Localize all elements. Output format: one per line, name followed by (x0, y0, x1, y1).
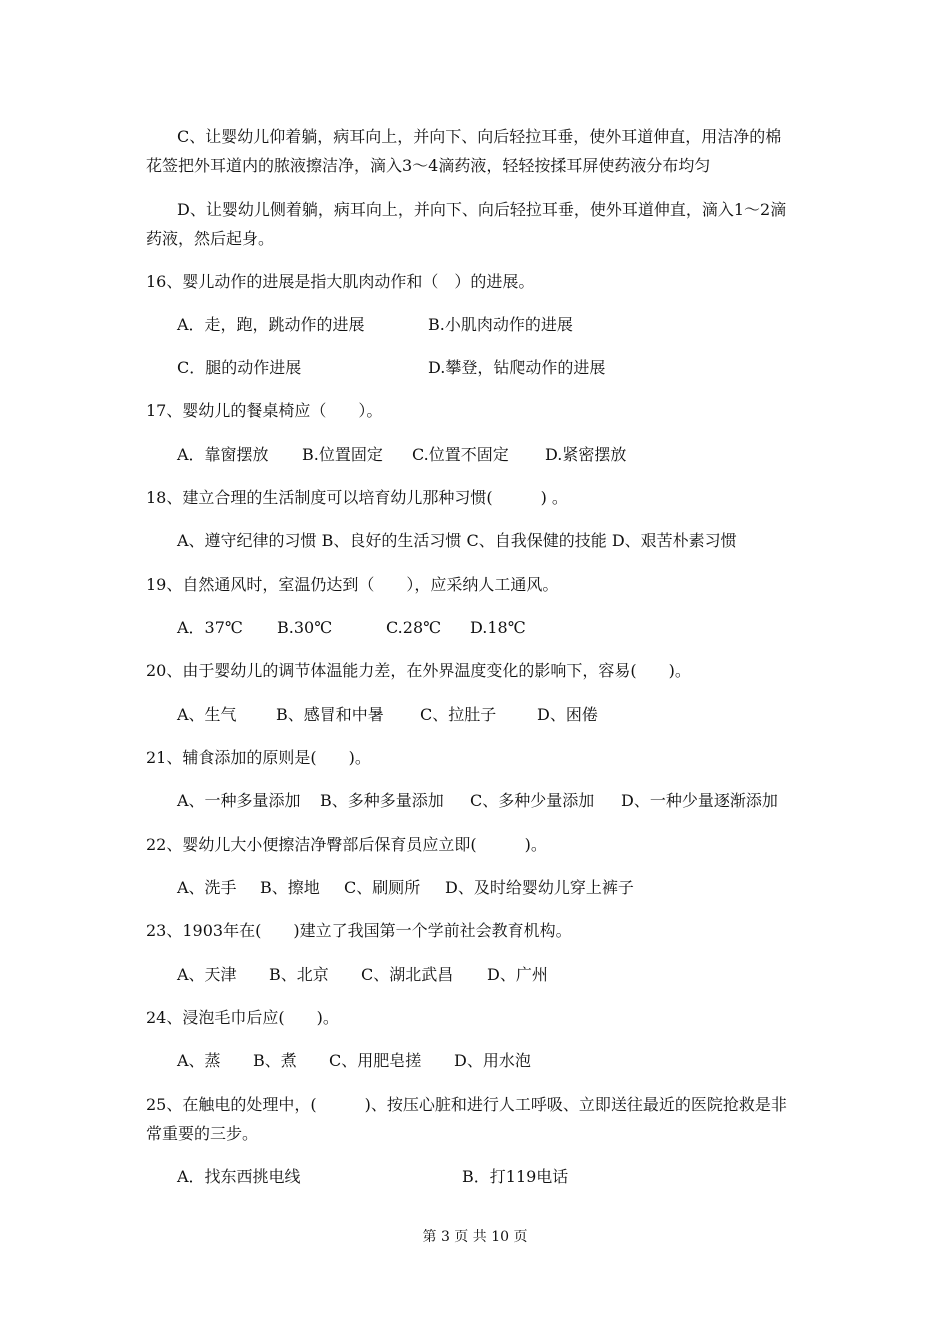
q24-option-b: B、煮 (253, 1051, 297, 1070)
q19-option-a: A．37℃ (177, 618, 243, 637)
q17-option-b: B.位置固定 (302, 445, 383, 464)
q23-option-c: C、湖北武昌 (361, 965, 454, 984)
q22-option-a: A、洗手 (177, 878, 237, 897)
q20-option-c: C、拉肚子 (420, 705, 497, 724)
q17-option-d: D.紧密摆放 (545, 445, 627, 464)
q24-stem: 24、浸泡毛巾后应( )。 (146, 1008, 339, 1027)
q24-option-c: C、用肥皂搓 (329, 1051, 422, 1070)
q21-option-c: C、多种少量添加 (470, 791, 595, 810)
q15-option-d-line2: 药液，然后起身。 (146, 229, 275, 248)
q24-option-a: A、蒸 (177, 1051, 221, 1070)
q17-stem: 17、婴幼儿的餐桌椅应（ ）。 (146, 401, 383, 420)
q18-options: A、遵守纪律的习惯 B、良好的生活习惯 C、自我保健的技能 D、艰苦朴素习惯 (177, 531, 737, 550)
q16-option-c: C．腿的动作进展 (177, 358, 302, 377)
page-number-footer: 第 3 页 共 10 页 (422, 1229, 528, 1245)
q23-option-a: A、天津 (177, 965, 237, 984)
q22-option-d: D、及时给婴幼儿穿上裤子 (445, 878, 634, 897)
q25-stem-line2: 常重要的三步。 (146, 1124, 259, 1143)
q16-option-a: A．走，跑，跳动作的进展 (177, 315, 365, 334)
q19-option-d: D.18℃ (470, 618, 526, 637)
q20-option-b: B、感冒和中暑 (276, 705, 384, 724)
q19-option-c: C.28℃ (386, 618, 442, 637)
q15-option-d-line1: D、让婴幼儿侧着躺，病耳向上，并向下、向后轻拉耳垂，使外耳道伸直，滴入1～2滴 (177, 200, 787, 219)
q16-stem: 16、婴儿动作的进展是指大肌肉动作和（ ）的进展。 (146, 272, 535, 291)
q16-option-b: B.小肌肉动作的进展 (428, 315, 573, 334)
q20-stem: 20、由于婴幼儿的调节体温能力差，在外界温度变化的影响下，容易( )。 (146, 661, 691, 680)
q24-option-d: D、用水泡 (454, 1051, 531, 1070)
q21-option-a: A、一种多量添加 (177, 791, 301, 810)
q21-option-b: B、多种多量添加 (320, 791, 444, 810)
q18-stem: 18、建立合理的生活制度可以培育幼儿那种习惯( ) 。 (146, 488, 568, 507)
q21-stem: 21、辅食添加的原则是( )。 (146, 748, 371, 767)
q22-option-c: C、刷厕所 (344, 878, 421, 897)
q16-option-d: D.攀登，钻爬动作的进展 (428, 358, 606, 377)
q17-option-a: A．靠窗摆放 (177, 445, 269, 464)
q22-stem: 22、婴幼儿大小便擦洁净臀部后保育员应立即( )。 (146, 835, 547, 854)
q20-option-d: D、困倦 (537, 705, 598, 724)
q19-stem: 19、自然通风时，室温仍达到（ ），应采纳人工通风。 (146, 575, 559, 594)
q23-option-d: D、广州 (487, 965, 548, 984)
q25-option-b: B．打119电话 (462, 1167, 569, 1186)
q19-option-b: B.30℃ (277, 618, 333, 637)
q25-option-a: A．找东西挑电线 (177, 1167, 301, 1186)
q23-stem: 23、1903年在( )建立了我国第一个学前社会教育机构。 (146, 921, 572, 940)
q15-option-c-line2: 花签把外耳道内的脓液擦洁净，滴入3～4滴药液，轻轻按揉耳屏使药液分布均匀 (146, 156, 711, 175)
q20-option-a: A、生气 (177, 705, 237, 724)
q15-option-c-line1: C、让婴幼儿仰着躺，病耳向上，并向下、向后轻拉耳垂，使外耳道伸直，用洁净的棉 (177, 127, 782, 146)
q21-option-d: D、一种少量逐渐添加 (621, 791, 778, 810)
q23-option-b: B、北京 (269, 965, 329, 984)
q22-option-b: B、擦地 (260, 878, 320, 897)
q17-option-c: C.位置不固定 (412, 445, 509, 464)
q25-stem-line1: 25、在触电的处理中，( )、按压心脏和进行人工呼吸、立即送往最近的医院抢救是非 (146, 1095, 787, 1114)
